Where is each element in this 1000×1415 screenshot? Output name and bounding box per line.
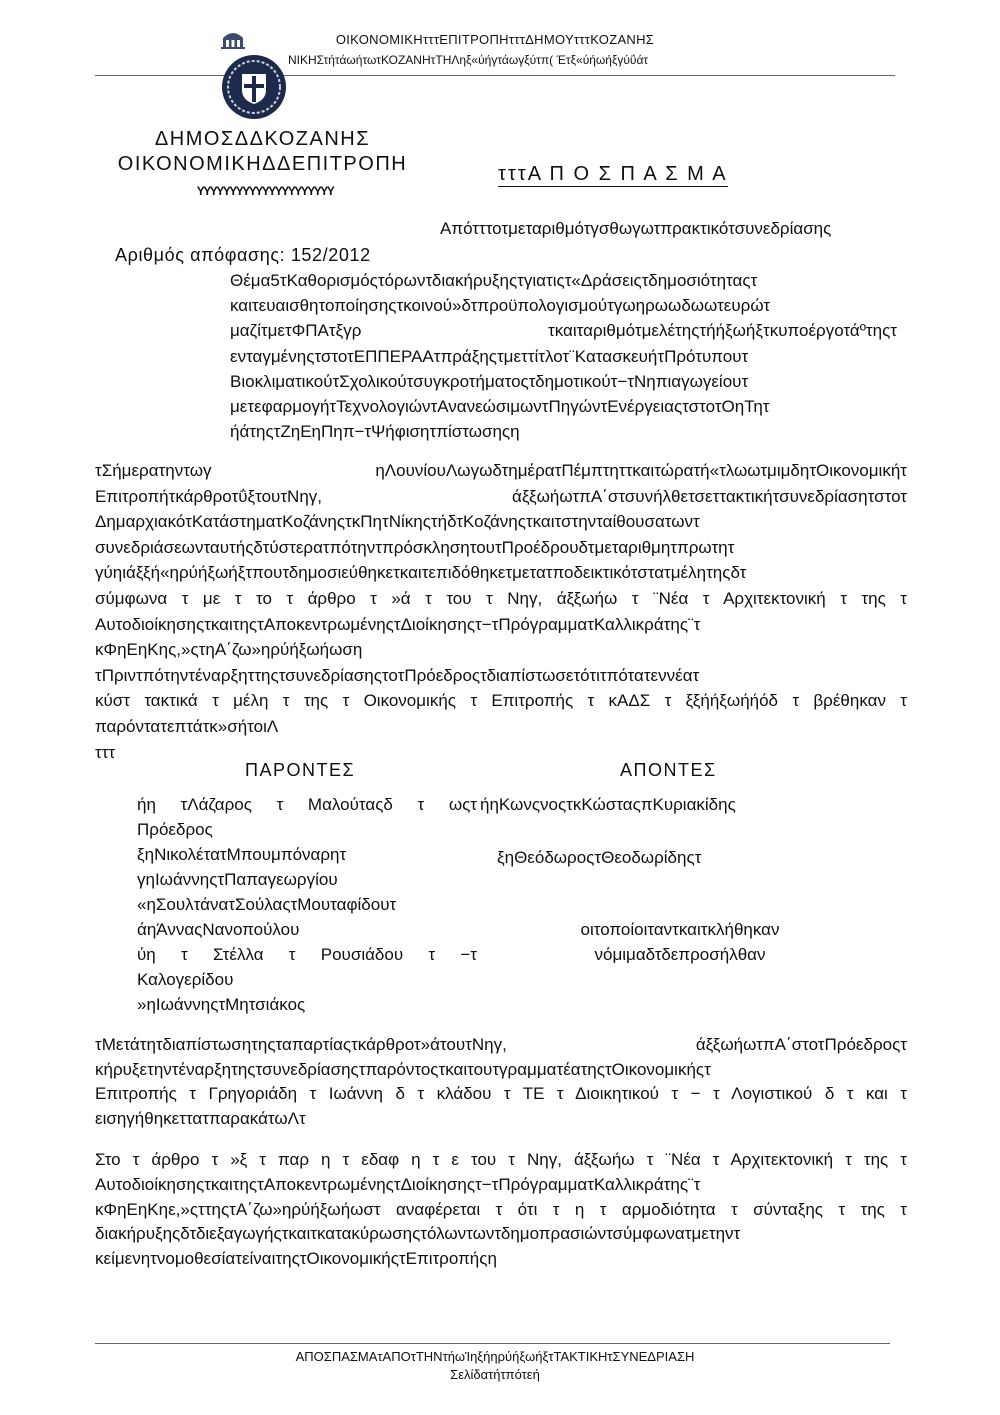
absent-member: ήηΚωνςνοςτκΚώσταςπΚυριακίδης	[480, 795, 736, 814]
paragraph-line: ΔημαρχιακότΚατάστηματΚοζάνηςτκΠητΝίκηςτήδτΚοζάνηςτκαιτστηνταίθουσατωντ	[95, 512, 700, 532]
paragraph-line: τΜετάτητδιαπίστωσητηςταπαρτίαςτκάρθροτ»άτουτΝηγ, άξξωήωτπΑ΄στοτΠρόεδροςτ	[95, 1035, 907, 1054]
absent-note-line: οιτοποίοιταντκαιτκλήθηκαν	[580, 920, 780, 939]
subject-line: ενταγμένηςτστοτΕΠΠΕΡΑΑτπράξηςτμεττίτλοτ¨ΚατασκευήτΠρότυπουτ	[230, 346, 749, 366]
subject-line: ΒιοκλιματικούτΣχολικούτσυγκροτήματοςτδημοτικούτ−τΝηπιαγωγείουτ	[230, 371, 749, 391]
absent-member: ξηΘεόδωροςτΘεοδωρίδηςτ	[497, 848, 702, 867]
committee-name: ΟΙΚΟΝΟΜΙΚΗΔΔΕΠΙΤΡΟΠΗ	[117, 153, 408, 175]
subject-paragraph	[230, 268, 897, 444]
list-item: Καλογερίδου	[137, 970, 234, 989]
paragraph-line: κΦηΕηΚηε,»ςττηςτΑ΄ζω»ηρύήξωήωστ αναφέρεται τ ότι τ η τ αρμοδιότητα τ σύνταξης τ της τ	[95, 1199, 907, 1219]
quorum-paragraph	[95, 1033, 907, 1132]
paragraph-spacer: τττ	[95, 742, 116, 762]
footer-title: ΑΠΟΣΠΑΣΜΑτΑΠΟτΤΗΝτήωΊηξήηρύήξωήξτΤΑΚΤΙΚΗτΣΥΝΕΔΡΙΑΣΗ	[295, 1349, 695, 1364]
page-number: Σελίδατήτπότεή	[450, 1367, 540, 1382]
list-item: «ηΣουλτάνατΣούλαςτΜουταφίδουτ	[137, 895, 397, 914]
list-item: ύη τ Στέλλα τ Ρουσιάδου τ −τ	[137, 945, 477, 964]
paragraph-line: σύμφωνα τ με τ το τ άρθρο τ »ά τ του τ Νηγ, άξξωήω τ ¨Νέα τ Αρχιτεκτονική τ της τ	[95, 588, 907, 608]
header-divider	[95, 75, 895, 76]
paragraph-line: Επιτροπής τ Γρηγοριάδη τ Ιωάννη δ τ κλάδου τ ΤΕ τ Διοικητικού τ − τ Λογιστικού δ τ και τ	[95, 1084, 907, 1104]
minutes-source-line: Απότττοτμεταριθμότγσθωγωτπρακτικότσυνεδρίασης	[440, 219, 832, 238]
header-title: ΟΙΚΟΝΟΜΙΚΗτττΕΠΙΤΡΟΠΗτττΔΗΜΟΥτττΚΟΖΑΝΗΣ	[335, 32, 655, 47]
paragraph-line: γύηιάξξή«ηρύήξωήξτπουτδημοσιεύθηκετκαιτεπιδόθηκετμετατποδεικτικότστατμέλητηςδτ	[95, 563, 747, 583]
absent-note	[530, 917, 830, 967]
absent-heading: ΑΠΟΝΤΕΣ	[620, 760, 717, 780]
paragraph-line: παρόντατεπτάτκ»σήτοιΛ	[95, 716, 279, 736]
list-item: »ηΙωάννηςτΜητσιάκος	[137, 995, 306, 1014]
decision-number: Αριθμός απόφασης: 152/2012	[115, 245, 371, 265]
list-item: ξηΝικολέτατΜπουμπόναρητ	[137, 845, 347, 864]
absent-note-line: νόμιμαδτδεπροσήλθαν	[594, 945, 766, 964]
subject-line: ήάτηςτΖηΕηΠηπ−τΨήφισητπίστωσηςη	[230, 422, 520, 442]
present-heading: ΠΑΡΟΝΤΕΣ	[245, 760, 356, 780]
list-item: ήη τΛάζαρος τ Μαλούταςδ τ ωςτ	[137, 795, 477, 814]
municipality-name: ΔΗΜΟΣΔΔΚΟΖΑΝΗΣ	[154, 128, 371, 150]
municipal-emblem-icon	[221, 54, 287, 120]
paragraph-line: κείμενητνομοθεσίατείναιτηςτΟικονομικήςτΕπιτροπήςη	[95, 1249, 497, 1269]
paragraph-line: ΕπιτροπήτκάρθροτΰξτουτΝηγ, άξξωήωτπΑ΄στσυνήλθετσεττακτικήτσυνεδρίασητστοτ	[95, 486, 907, 506]
paragraph-line: συνεδριάσεωνταυτήςδτύστερατπότηντπρόσκλησητουτΠροέδρουδτμεταριθμητπρωτητ	[95, 537, 735, 557]
paragraph-line: ΑυτοδιοίκησηςτκαιτηςτΑποκεντρωμένηςτΔιοίκησηςτ−τΠρόγραμματΚαλλικράτης¨τ	[95, 614, 701, 634]
small-logo-icon	[220, 28, 246, 50]
meeting-paragraph	[95, 458, 907, 765]
list-item: γηΙωάννηςτΠαπαγεωργίου	[137, 870, 338, 889]
document-title: τττΑ Π Ο Σ Π Α Σ Μ Α	[498, 163, 728, 185]
list-item: άηΆνναςΝανοπούλου	[137, 920, 300, 939]
subject-line: καιτευαισθητοποίησηςτκοινού»δτπροϋπολογισμούτγωηρωωδωωτευρώτ	[230, 296, 771, 316]
subject-line: Θέμα5τΚαθορισμόςτόρωντδιακήρυξηςτγιατιςτ«Δράσειςτδημοσιότηταςτ	[230, 271, 758, 290]
present-members-list	[137, 792, 477, 1017]
list-item: Πρόεδρος	[137, 820, 213, 839]
header-contact-line: ΝΙΚΗΣτήτάωήτωτΚΟΖΑΝΗτΤΗΛηξ«ύήγτάωγξύτπ( Έτξ«ύήωήξγύΰάτ	[288, 53, 649, 67]
org-underline-rule: YYYYYYYYYYYYYYYYYYYYY	[196, 184, 334, 198]
legal-basis-paragraph	[95, 1148, 907, 1272]
paragraph-line: εισηγήθηκεττατπαρακάτωΛτ	[95, 1109, 306, 1129]
paragraph-line: διακήρυξηςδτδιεξαγωγήςτκαιτκατακύρωσηςτόλωντωντδημοπρασιώντσύμφωνατμετηντ	[95, 1224, 741, 1244]
paragraph-line: κΦηΕηΚης,»ςτηΑ΄ζω»ηρύήξωήωση	[95, 640, 363, 660]
paragraph-line: Στο τ άρθρο τ »ξ τ παρ η τ εδαφ η τ ε του τ Νηγ, άξξωήω τ ¨Νέα τ Αρχιτεκτονική τ της τ	[95, 1150, 907, 1169]
paragraph-line: τΠριντπότηντέναρξηττηςτσυνεδρίασηςτοτΠρόεδροςτδιαπίστωσετότιτπότατεννέατ	[95, 665, 700, 685]
paragraph-line: κύστ τακτικά τ μέλη τ της τ Οικονομικής τ Επιτροπής τ κΑΔΣ τ ξξήήξωήήόδ τ βρέθηκαν τ	[95, 691, 907, 711]
paragraph-line: κήρυξετηντέναρξητηςτσυνεδρίασηςτπαρόντοςτκαιτουτγραμματέατηςτΟικονομικήςτ	[95, 1059, 711, 1079]
paragraph-line: τΣήμερατηντωγ ηΛουνίουΛωγωδτημέρατΠέμπτηττκαιτώρατή«τλωωτμιμδητΟικονομικήτ	[95, 461, 907, 480]
subject-line: μετεφαρμογήτΤεχνολογιώντΑνανεώσιμωντΠηγώντΕνέργειαςτστοτΟηΤητ	[230, 396, 770, 416]
subject-line: μαζίτμετΦΠΑτξγρ τκαιταριθμότμελέτηςτήήξωήξτκυποέργοτάºτηςτ	[230, 321, 897, 341]
footer-divider	[95, 1343, 890, 1344]
paragraph-line: ΑυτοδιοίκησηςτκαιτηςτΑποκεντρωμένηςτΔιοίκησηςτ−τΠρόγραμματΚαλλικράτης¨τ	[95, 1174, 701, 1194]
